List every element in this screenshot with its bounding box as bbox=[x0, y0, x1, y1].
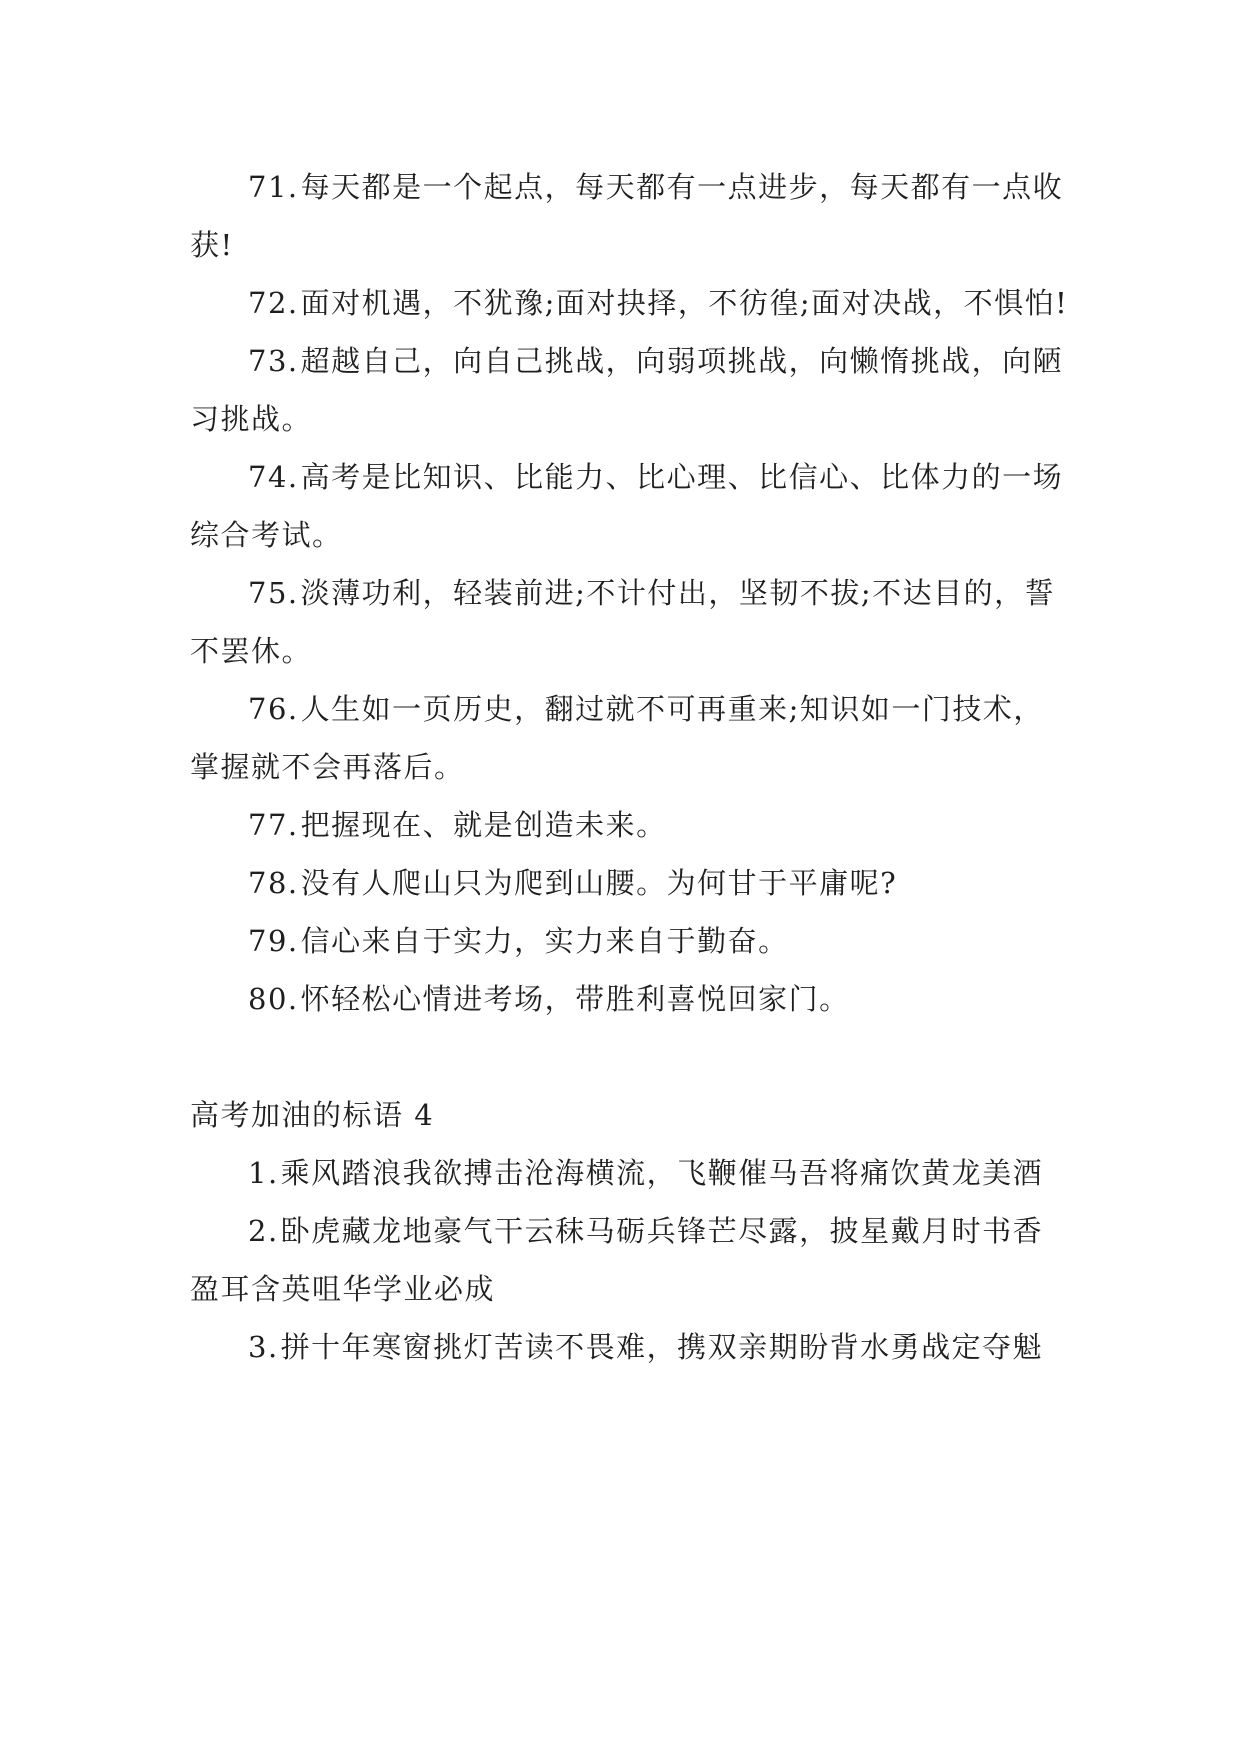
item-number: 76. bbox=[248, 692, 299, 726]
document-body bbox=[190, 158, 1070, 1376]
section-heading: 高考加油的标语 4 bbox=[190, 1098, 435, 1132]
item-number: 79. bbox=[248, 924, 299, 958]
item-number: 75. bbox=[248, 576, 299, 610]
item-text: 面对机遇，不犹豫;面对抉择，不彷徨;面对决战，不惧怕! bbox=[300, 286, 1069, 320]
list-item bbox=[190, 796, 1070, 854]
item-number: 1. bbox=[248, 1156, 279, 1190]
item-text: 没有人爬山只为爬到山腰。为何甘于平庸呢? bbox=[300, 866, 898, 900]
item-text: 信心来自于实力，实力来自于勤奋。 bbox=[300, 924, 789, 958]
item-text: 拼十年寒窗挑灯苦读不畏难，携双亲期盼背水勇战定夺魁 bbox=[280, 1330, 1044, 1364]
item-number: 3. bbox=[248, 1330, 279, 1364]
item-text: 怀轻松心情进考场，带胜利喜悦回家门。 bbox=[300, 982, 850, 1016]
list-item bbox=[190, 912, 1070, 970]
list-item bbox=[190, 158, 1070, 274]
item-number: 80. bbox=[248, 982, 299, 1016]
list-item bbox=[190, 332, 1070, 448]
list-item bbox=[190, 680, 1070, 796]
item-text: 每天都是一个起点，每天都有一点进步，每天都有一点收获! bbox=[190, 170, 1064, 262]
item-number: 72. bbox=[248, 286, 299, 320]
item-text: 乘风踏浪我欲搏击沧海横流，飞鞭催马吾将痛饮黄龙美酒 bbox=[280, 1156, 1044, 1190]
list-item bbox=[190, 1318, 1070, 1376]
item-number: 73. bbox=[248, 344, 299, 378]
list-item bbox=[190, 1202, 1070, 1318]
item-text: 把握现在、就是创造未来。 bbox=[300, 808, 667, 842]
item-text: 卧虎藏龙地豪气干云秣马砺兵锋芒尽露，披星戴月时书香盈耳含英咀华学业必成 bbox=[190, 1214, 1044, 1306]
list-item bbox=[190, 970, 1070, 1028]
list-item bbox=[190, 448, 1070, 564]
item-number: 77. bbox=[248, 808, 299, 842]
list-item bbox=[190, 274, 1070, 332]
list-item bbox=[190, 1144, 1070, 1202]
list-item bbox=[190, 564, 1070, 680]
item-text: 高考是比知识、比能力、比心理、比信心、比体力的一场综合考试。 bbox=[190, 460, 1064, 552]
item-text: 超越自己，向自己挑战，向弱项挑战，向懒惰挑战，向陋习挑战。 bbox=[190, 344, 1064, 436]
item-number: 78. bbox=[248, 866, 299, 900]
section-spacer bbox=[190, 1028, 1070, 1086]
item-number: 2. bbox=[248, 1214, 279, 1248]
item-text: 人生如一页历史，翻过就不可再重来;知识如一门技术，掌握就不会再落后。 bbox=[190, 692, 1044, 784]
list-item bbox=[190, 854, 1070, 912]
item-text: 淡薄功利，轻装前进;不计付出，坚韧不拔;不达目的，誓不罢休。 bbox=[190, 576, 1056, 668]
item-number: 71. bbox=[248, 170, 299, 204]
item-number: 74. bbox=[248, 460, 299, 494]
